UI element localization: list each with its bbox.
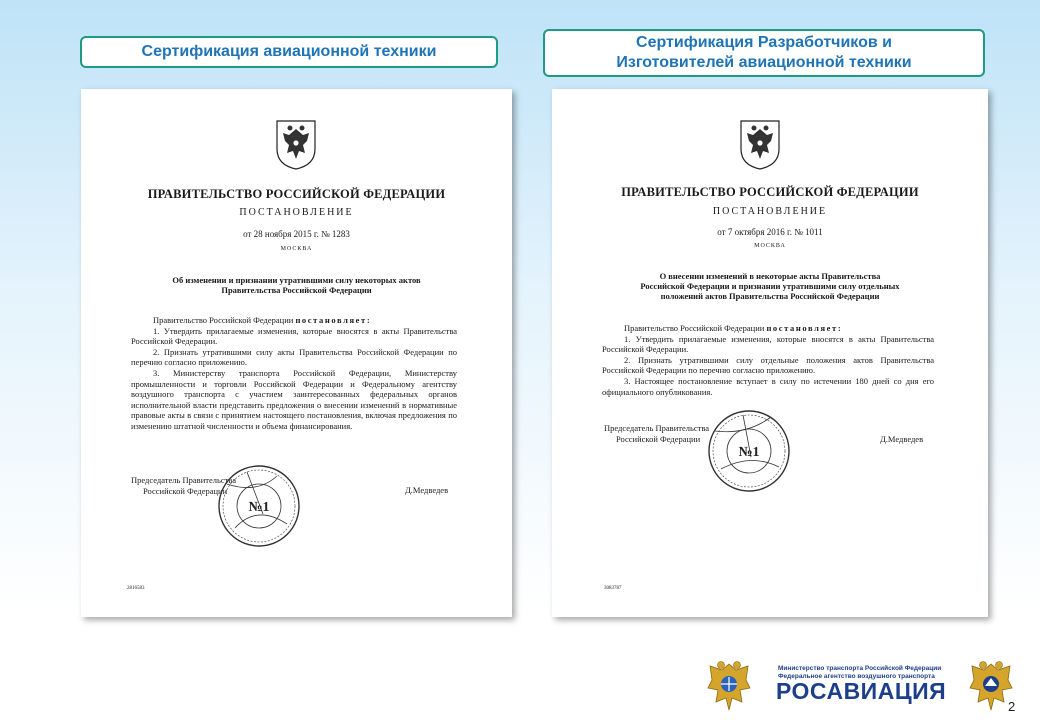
decree-document-right <box>552 89 988 617</box>
decree-city: МОСКВА <box>280 246 313 252</box>
official-stamp-icon <box>217 464 301 548</box>
signatory-position-line: Российской Федерации <box>616 433 701 444</box>
decree-date-number: от 7 октября 2016 г. № 1011 <box>717 227 823 237</box>
decree-item: 1. Утвердить прилагаемые изменения, которые вносятся в акты Правительства Российской Федерации. <box>131 325 457 347</box>
decree-item: 3. Министерству транспорта Российской Федерации, Министерству промышленности и торговли Российской Федерации и Федеральному агентству воздушного транспорта с участием заинтересованных федеральных органов исполнительной власти представить предложения о внесении изменений в нормативные правовые акты в связи с принятием настоящего постановления, включая предложения по изменению штатной численности и объема финансирования. <box>131 367 457 431</box>
decree-heading: ПОСТАНОВЛЕНИЕ <box>712 206 828 217</box>
decree-intro-resolves: постановляет: <box>766 323 843 333</box>
signatory-name: Д.Медведев <box>880 434 924 444</box>
stamp-number: №1 <box>738 445 760 460</box>
decree-subject-line: Об изменении и признании утратившими силу некоторых актов <box>172 275 421 285</box>
left-section-header <box>80 36 498 68</box>
stamp-number: №1 <box>248 500 270 515</box>
left-section-header-text: Сертификация авиационной техники <box>141 43 437 60</box>
decree-heading: ПОСТАНОВЛЕНИЕ <box>239 207 354 218</box>
decree-item: 2. Признать утратившими силу акты Правительства Российской Федерации по перечню согласно приложению. <box>131 346 457 368</box>
signatory-position-line: Российской Федерации <box>143 485 228 496</box>
signatory-position-line: Председатель Правительства <box>604 423 710 433</box>
decree-document-left <box>81 89 512 617</box>
decree-subject-line: положений актов Правительства Российской Федерации <box>660 291 880 301</box>
page-number: 2 <box>1008 699 1016 714</box>
official-stamp-icon <box>707 409 791 493</box>
rosaviatsia-brand: РОСАВИАЦИЯ <box>776 678 947 704</box>
signatory-name: Д.Медведев <box>405 485 449 495</box>
decree-city: МОСКВА <box>754 243 786 249</box>
government-title: ПРАВИТЕЛЬСТВО РОССИЙСКОЙ ФЕДЕРАЦИИ <box>621 185 919 199</box>
eagle-crest-icon <box>704 658 754 716</box>
decree-body <box>602 323 934 397</box>
decree-subject-line: Российской Федерации и признании утратившими силу отдельных <box>640 281 900 291</box>
coat-of-arms-icon <box>739 119 781 171</box>
coat-of-arms-icon <box>275 119 317 171</box>
decree-intro <box>602 323 934 334</box>
right-section-header <box>543 29 985 77</box>
decree-date-number: от 28 ноября 2015 г. № 1283 <box>243 229 350 239</box>
document-registry-number: 2816583 <box>127 586 145 591</box>
government-title: ПРАВИТЕЛЬСТВО РОССИЙСКОЙ ФЕДЕРАЦИИ <box>147 187 446 201</box>
decree-subject-line: О внесении изменений в некоторые акты Правительства <box>659 271 881 281</box>
decree-item: 3. Настоящее постановление вступает в силу по истечении 180 дней со дня его официального опубликования. <box>602 375 934 397</box>
signatory-position <box>604 423 709 444</box>
decree-item: 2. Признать утратившими силу отдельные положения актов Правительства Российской Федерации по перечню согласно приложению. <box>602 354 934 376</box>
right-section-header-line2: Изготовителей авиационной техники <box>616 54 912 71</box>
signatory-position-line: Председатель Правительства <box>131 475 237 485</box>
decree-intro-lead: Правительство Российской Федерации <box>624 323 767 333</box>
decree-body <box>131 315 457 432</box>
document-registry-number: 3083787 <box>604 586 622 591</box>
decree-subject <box>121 275 472 295</box>
rosaviatsia-logo-block <box>700 656 1040 720</box>
ministry-name: Министерство транспорта Российской Федерации <box>778 665 942 672</box>
agency-name: Федеральное агентство воздушного транспорта <box>778 673 935 680</box>
decree-intro-resolves: постановляет: <box>295 315 372 325</box>
decree-intro-lead: Правительство Российской Федерации <box>153 315 296 325</box>
decree-intro <box>131 315 457 326</box>
right-section-header-line1: Сертификация Разработчиков и <box>636 34 892 51</box>
decree-item: 1. Утвердить прилагаемые изменения, которые вносятся в акты Правительства Российской Федерации. <box>602 333 934 355</box>
decree-subject <box>582 271 958 301</box>
decree-subject-line: Правительства Российской Федерации <box>221 285 372 295</box>
